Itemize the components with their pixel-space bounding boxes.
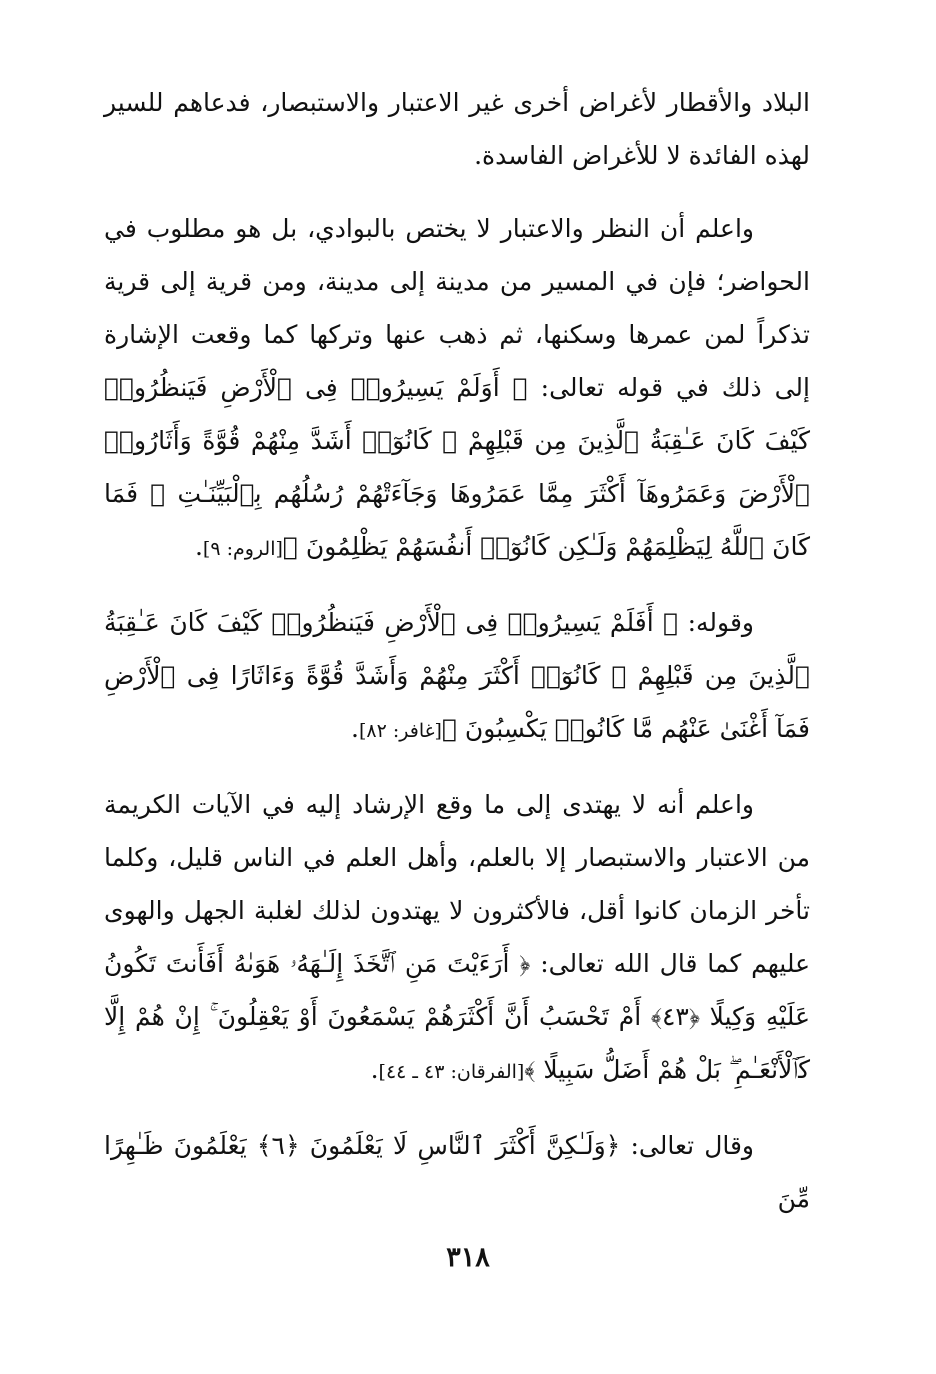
punctuation: .	[370, 1055, 379, 1084]
paragraph-4	[104, 778, 810, 1099]
paragraph-text: وقال تعالى:	[620, 1131, 754, 1160]
verse-reference: [غافر: ٨٢]	[358, 720, 442, 742]
quran-verse: ﴿ أَوَلَمْ يَسِيرُوا۟ فِى ٱلْأَرْضِ فَيَنظُرُوا۟ كَيْفَ كَانَ عَـٰقِبَةُ ٱلَّذِينَ مِن قَبْلِهِمْ ۚ كَانُوٓا۟ أَشَدَّ مِنْهُمْ قُوَّةً وَأَثَارُوا۟ ٱلْأَرْضَ وَعَمَرُوهَآ أَكْثَرَ مِمَّا عَمَرُوهَا وَجَآءَتْهُمْ رُسُلُهُم بِٱلْبَيِّنَـٰتِ ۖ فَمَا كَانَ ٱللَّهُ لِيَظْلِمَهُمْ وَلَـٰكِن كَانُوٓا۟ أَنفُسَهُمْ يَظْلِمُونَ ﴾	[104, 373, 810, 561]
paragraph-text: واعلم أنه لا يهتدى إلى ما وقع الإرشاد إليه في الآيات الكريمة من الاعتبار والاستبصار إلا بالعلم، وأهل العلم في الناس قليل، وكلما تأخر الزمان كانوا أقل، فالأكثرون لا يهتدون لذلك لغلبة الجهل والهوى عليهم كما قال الله تعالى:	[104, 790, 811, 978]
paragraph-1	[104, 76, 810, 182]
paragraph-2	[104, 202, 810, 576]
book-page	[104, 76, 810, 1245]
verse-reference: [الروم: ٩]	[202, 538, 283, 560]
verse-reference: [الفرقان: ٤٣ ـ ٤٤]	[378, 1061, 525, 1083]
quran-verse: ﴿ أَرَءَيْتَ مَنِ ٱتَّخَذَ إِلَـٰهَهُۥ هَوَىٰهُ أَفَأَنتَ تَكُونُ عَلَيْهِ وَكِيلًا ﴿٤٣﴾ أَمْ تَحْسَبُ أَنَّ أَكْثَرَهُمْ يَسْمَعُونَ أَوْ يَعْقِلُونَ ۚ إِنْ هُمْ إِلَّا كَٱلْأَنْعَـٰمِ ۖ بَلْ هُمْ أَضَلُّ سَبِيلًا ﴾	[104, 949, 811, 1084]
quran-verse: ﴿وَلَـٰكِنَّ أَكْثَرَ ٱلنَّاسِ لَا يَعْلَمُونَ ﴿٦﴾ يَعْلَمُونَ ظَـٰهِرًا مِّنَ	[104, 1131, 810, 1213]
paragraph-text: البلاد والأقطار لأغراض أخرى غير الاعتبار والاستبصار، فدعاهم للسير لهذه الفائدة لا للأغراض الفاسدة.	[104, 88, 810, 170]
paragraph-5	[104, 1119, 810, 1225]
quran-verse: ﴿ أَفَلَمْ يَسِيرُوا۟ فِى ٱلْأَرْضِ فَيَنظُرُوا۟ كَيْفَ كَانَ عَـٰقِبَةُ ٱلَّذِينَ مِن قَبْلِهِمْ ۚ كَانُوٓا۟ أَكْثَرَ مِنْهُمْ وَأَشَدَّ قُوَّةً وَءَاثَارًا فِى ٱلْأَرْضِ فَمَآ أَغْنَىٰ عَنْهُم مَّا كَانُوا۟ يَكْسِبُونَ ﴾	[104, 608, 810, 743]
punctuation: .	[194, 532, 203, 561]
paragraph-text: واعلم أن النظر والاعتبار لا يختص بالبوادي، بل هو مطلوب في الحواضر؛ فإن في المسير من مدينة إلى مدينة، ومن قرية إلى قرية تذكراً لمن عمرها وسكنها، ثم ذهب عنها وتركها كما وقعت الإشارة إلى ذلك في قوله تعالى:	[104, 214, 810, 402]
paragraph-text: وقوله:	[678, 608, 754, 637]
paragraph-3	[104, 596, 810, 758]
page-number: ٣١٨	[446, 1242, 490, 1273]
punctuation: .	[351, 714, 359, 743]
